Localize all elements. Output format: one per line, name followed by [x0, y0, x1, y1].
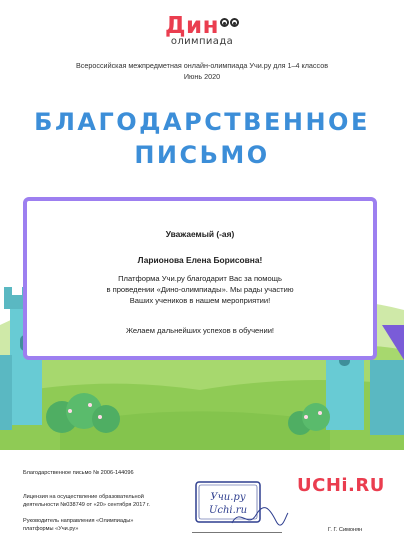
- stamp-text-latin: Uchi.ru: [208, 505, 248, 516]
- signer-name: Г. Г. Симонян: [328, 527, 363, 533]
- head-of-direction: [23, 518, 133, 533]
- heading-line-1: БЛАГОДАРСТВЕННОЕ: [34, 108, 370, 136]
- license-line-2: деятельности №038749 от «20» сентября 2017 г.: [23, 501, 150, 508]
- letter-greeting: Уважаемый (-ая): [165, 229, 235, 239]
- license-line-1: Лицензия на осуществление образовательной: [23, 494, 144, 500]
- license-info: [23, 494, 150, 509]
- letter-body-line-3: Ваших учеников в нашем мероприятии!: [129, 296, 271, 305]
- letter-card: [23, 197, 377, 360]
- subtitle-line-1: Всероссийская межпредметная онлайн-олимпиада Учи.ру для 1–4 классов: [75, 61, 329, 70]
- certificate-number: Благодарственное письмо № 2006-144096: [23, 470, 134, 476]
- dino-olympiad-logo: [0, 14, 404, 47]
- letter-body: [87, 273, 313, 306]
- letter-body-line-1: Платформа Учи.ру благодарит Вас за помощь: [118, 274, 282, 283]
- stamp-text: Учи.ру: [210, 492, 246, 503]
- subtitle-date: Июнь 2020: [183, 72, 221, 81]
- heading-line-2: ПИСЬМО: [134, 141, 270, 169]
- head-line-1: Руководитель направления «Олимпиады»: [23, 518, 134, 524]
- signature-scribble: [230, 505, 290, 531]
- letter-body-line-2: в проведении «Дино-олимпиады». Мы рады участию: [106, 285, 294, 294]
- head-line-2: платформы «Учи.ру»: [23, 525, 79, 532]
- letter-wish: Желаем дальнейших успехов в обучении!: [125, 326, 275, 335]
- recipient-name: Ларионова Елена Борисовна!: [137, 255, 263, 265]
- logo-main-text: Дин: [165, 13, 219, 39]
- logo-subtext: олимпиада: [170, 36, 234, 47]
- olympiad-subtitle: [0, 60, 404, 82]
- dino-eyes-icon: [220, 18, 239, 27]
- signature-line: [192, 532, 282, 533]
- uchi-ru-logo: UCHi.RU: [297, 475, 385, 496]
- certificate-heading: [0, 106, 404, 172]
